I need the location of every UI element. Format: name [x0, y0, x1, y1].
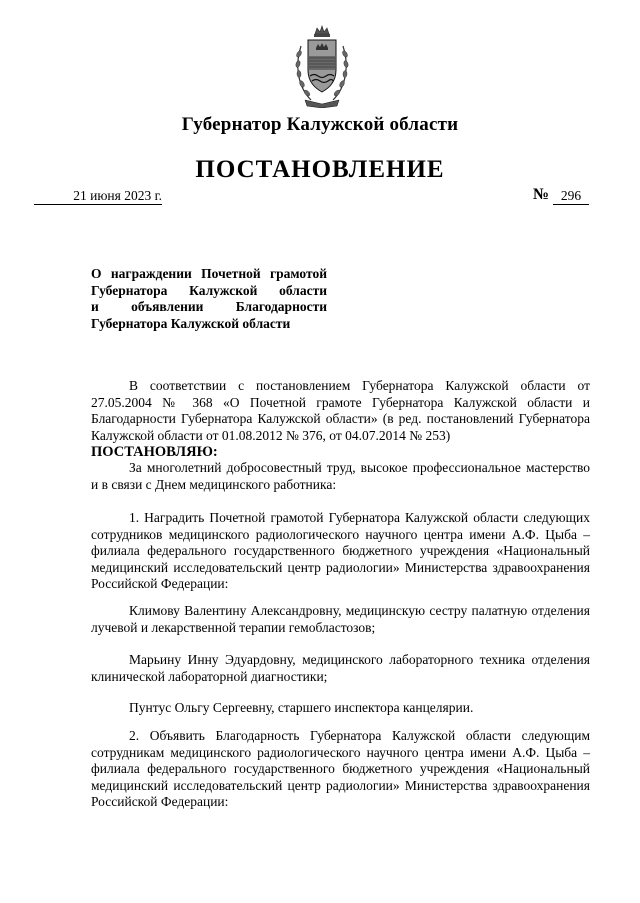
- preamble-block: [91, 378, 590, 444]
- decree-word: ПОСТАНОВЛЯЮ:: [91, 444, 218, 460]
- document-date: 21 июня 2023 г.: [34, 188, 162, 205]
- item-2-text: 2. Объявить Благодарность Губернатора Калужской области следующим сотрудникам медицинского радиологического научного центра имени А.Ф. Цыба – филиала федерального государственного бюджетного учреждения «Национальный медицинский исследовательский центр радиологии» Министерства здравоохранения Российской Федерации:: [91, 728, 590, 809]
- subject-line: и объявлении Благодарности: [91, 299, 327, 314]
- item-2: [91, 728, 590, 811]
- person-3: [91, 700, 590, 717]
- reason-block: [91, 460, 590, 493]
- person-2-text: Марьину Инну Эдуардовну, медицинского лабораторного техника отделения клинической лабораторной диагностики;: [91, 652, 590, 684]
- subject-line: Губернатора Калужской области: [91, 315, 291, 331]
- person-2: [91, 652, 590, 685]
- document-number: 296: [553, 188, 589, 205]
- document-type: ПОСТАНОВЛЕНИЕ: [195, 156, 445, 183]
- number-label: №: [533, 186, 550, 203]
- person-1-text: Климову Валентину Александровну, медицинскую сестру палатную отделения лучевой и лекарственной терапии гемобластозов;: [91, 603, 590, 635]
- subject-line: О награждении Почетной грамотой: [91, 266, 327, 281]
- item-1: [91, 510, 590, 593]
- document-subject: [91, 266, 327, 332]
- subject-line: Губернатора Калужской области: [91, 282, 327, 298]
- person-1: [91, 603, 590, 636]
- person-3-text: Пунтус Ольгу Сергеевну, старшего инспектора канцелярии.: [129, 700, 474, 715]
- issuer-title: Губернатор Калужской области: [181, 114, 459, 135]
- item-1-text: 1. Наградить Почетной грамотой Губернатора Калужской области следующих сотрудников медицинского радиологического научного центра имени А.Ф. Цыба – филиала федерального государственного бюджетного учреждения «Национальный медицинский исследовательский центр радиологии» Министерства здравоохранения Российской Федерации:: [91, 510, 590, 591]
- coat-of-arms-icon: [293, 24, 351, 108]
- reason-text: За многолетний добросовестный труд, высокое профессиональное мастерство и в связи с Днем медицинского работника:: [91, 460, 590, 492]
- preamble-text: В соответствии с постановлением Губернатора Калужской области от 27.05.2004 № 368 «О Почетной грамоте Губернатора Калужской области и Благодарности Губернатора Калужской области» (в ред. постановлений Губернатора Калужской области от 01.08.2012 № 376, от 04.07.2014 № 253): [91, 378, 590, 443]
